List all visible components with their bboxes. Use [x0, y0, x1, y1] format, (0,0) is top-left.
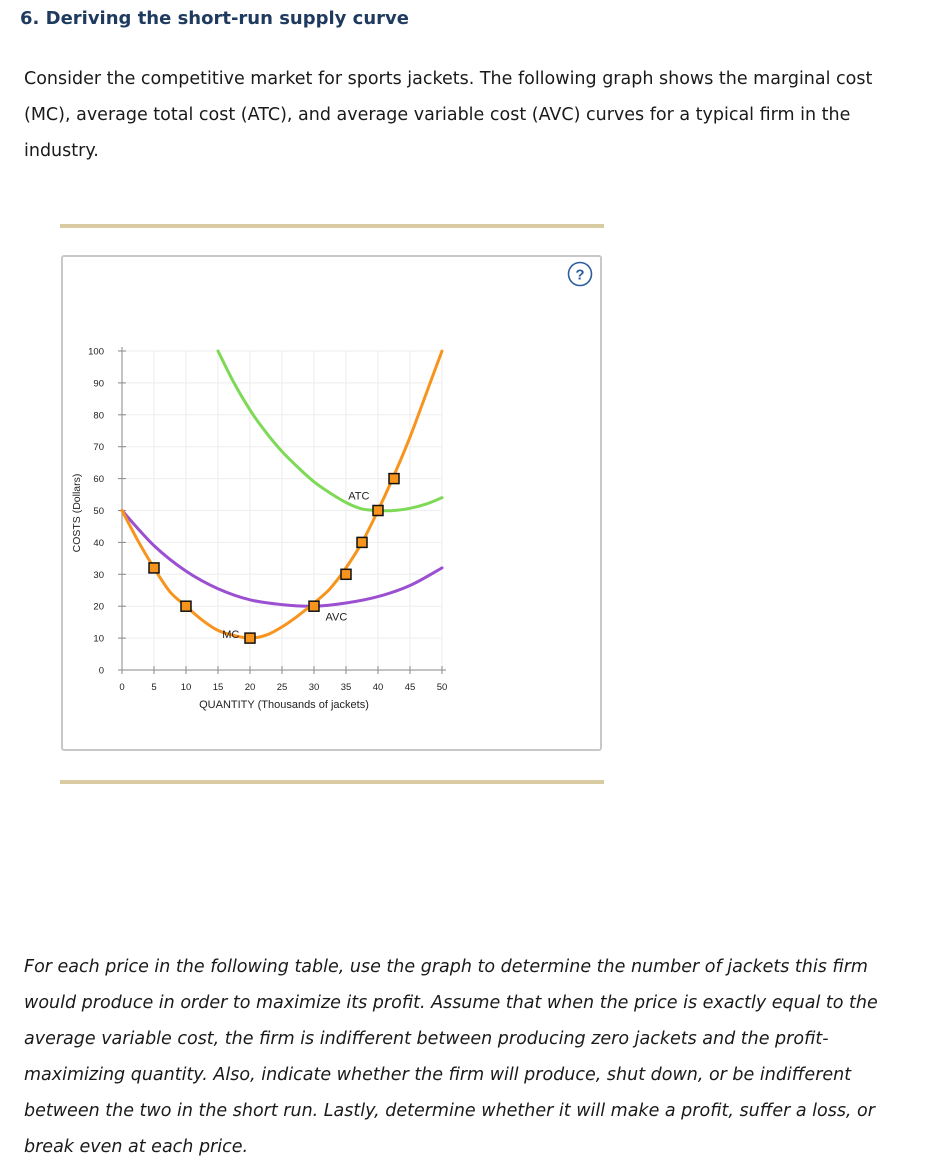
y-tick-label: 80 — [93, 410, 104, 422]
mc-point-marker[interactable] — [389, 474, 399, 484]
y-tick-label: 50 — [93, 506, 104, 517]
avc-curve-label: AVC — [325, 611, 348, 624]
svg-text:?: ? — [575, 266, 585, 284]
section-title: 6. Deriving the short-run supply curve — [20, 8, 409, 29]
y-tick-label: 90 — [93, 378, 104, 390]
mc-point-marker[interactable] — [373, 506, 383, 516]
y-axis-ticks — [88, 347, 126, 677]
y-tick-label: 60 — [93, 474, 104, 486]
x-tick-label: 20 — [244, 682, 256, 693]
x-tick-label: 50 — [436, 682, 448, 693]
x-tick-label: 15 — [212, 682, 224, 693]
y-tick-label: 40 — [93, 537, 104, 549]
y-tick-label: 100 — [88, 346, 104, 358]
axes — [122, 347, 446, 670]
x-tick-label: 25 — [276, 682, 288, 693]
x-tick-label: 10 — [180, 682, 192, 693]
mc-point-marker[interactable] — [245, 633, 255, 643]
mc-curve-label: MC — [222, 629, 240, 642]
y-tick-label: 10 — [93, 633, 104, 645]
x-tick-label: 30 — [308, 682, 320, 693]
atc-curve-label: ATC — [348, 490, 370, 503]
x-tick-label: 5 — [151, 682, 157, 693]
y-axis-label: COSTS (Dollars) — [71, 473, 83, 553]
x-axis-label: QUANTITY (Thousands of jackets) — [199, 699, 369, 711]
mc-point-marker[interactable] — [149, 563, 159, 573]
intro-paragraph: Consider the competitive market for sports jackets. The following graph shows the marginal cost (MC), average total cost (ATC), and average variable cost (AVC) curves for a typical firm in the industry. — [24, 69, 873, 161]
x-tick-label: 45 — [404, 682, 416, 693]
y-tick-label: 0 — [98, 665, 104, 677]
x-tick-label: 0 — [119, 682, 125, 693]
mc-point-marker[interactable] — [181, 601, 191, 611]
y-tick-label: 30 — [93, 569, 104, 581]
bottom-divider — [60, 780, 604, 784]
mc-point-marker[interactable] — [309, 601, 319, 611]
atc-curve — [218, 351, 442, 511]
mc-point-marker[interactable] — [341, 569, 351, 579]
instructions-paragraph: For each price in the following table, use the graph to determine the number of jackets this firm would produce in order to maximize its profit. Assume that when the price is exactly equal to the average variable cost, the firm is indifferent between producing zero jackets and the profit-maximizing quantity. Also, indicate whether the firm will produce, shut down, or be indifferent between the two in the short run. Lastly, determine whether it will make a profit, suffer a loss, or break even at each price. — [24, 957, 878, 1157]
top-divider — [60, 224, 604, 228]
x-tick-label: 35 — [340, 682, 352, 693]
y-tick-label: 20 — [93, 601, 104, 613]
cost-curves-chart — [63, 257, 600, 749]
y-tick-label: 70 — [93, 442, 104, 454]
x-tick-label: 40 — [372, 682, 384, 693]
mc-point-marker[interactable] — [357, 537, 367, 547]
